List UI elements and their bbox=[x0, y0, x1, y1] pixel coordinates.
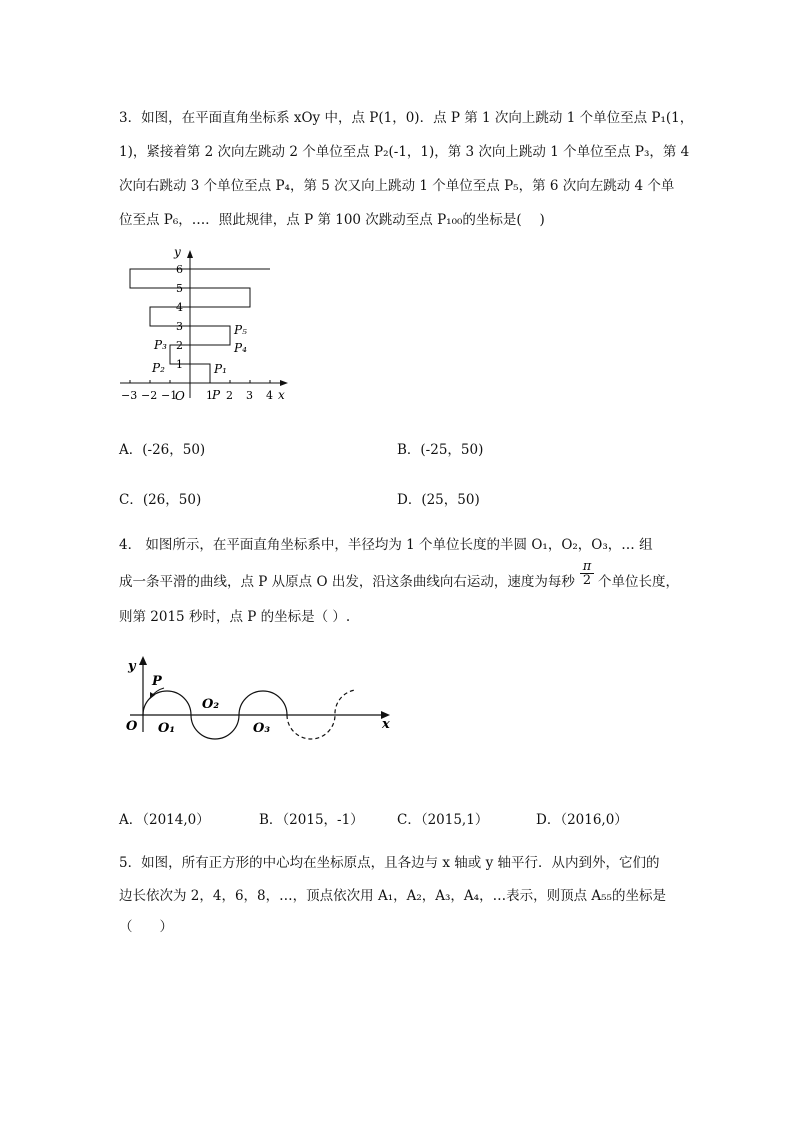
q3-origin-label: O bbox=[175, 389, 185, 403]
q3-label-p1: P₁ bbox=[214, 362, 227, 376]
q4-option-c[interactable]: C．（2015,1） bbox=[397, 812, 489, 828]
q3-spiral-figure bbox=[112, 240, 302, 410]
q4-line-1: 4． 如图所示，在平面直角坐标系中，半径均为 1 个单位长度的半圆 O₁，O₂，O₃，… 组 bbox=[119, 537, 653, 553]
q4-fraction-denominator: 2 bbox=[582, 573, 592, 588]
q3-label-p2: P₂ bbox=[152, 361, 165, 375]
q3-line-4: 位至点 P₆，…．照此规律，点 P 第 100 次跳动至点 P₁₀₀的坐标是( ) bbox=[119, 212, 545, 228]
q4-x-label: x bbox=[382, 717, 390, 732]
q3-x-tick-neg1: −1 bbox=[161, 389, 178, 402]
q3-option-c[interactable]: C．(26，50) bbox=[119, 492, 202, 508]
q3-y-tick-3: 3 bbox=[176, 320, 183, 333]
q3-x-tick-neg3: −3 bbox=[121, 389, 138, 402]
q3-line-3: 次向右跳动 3 个单位至点 P₄，第 5 次又向上跳动 1 个单位至点 P₅，第 6 次向左跳动 4 个单 bbox=[119, 178, 675, 194]
q4-line-2-tail: 个单位长度， bbox=[598, 574, 679, 590]
q4-center-o2: O₂ bbox=[202, 697, 220, 712]
q3-line-1: 3．如图，在平面直角坐标系 xOy 中，点 P(1，0)．点 P 第 1 次向上跳动 1 个单位至点 P₁(1， bbox=[119, 110, 694, 126]
q4-line-2: 成一条平滑的曲线，点 P 从原点 O 出发，沿这条曲线向右运动，速度为每秒 bbox=[119, 574, 575, 590]
q3-option-d[interactable]: D．(25，50) bbox=[397, 492, 480, 508]
q4-y-label: y bbox=[128, 659, 136, 674]
q3-y-tick-1: 1 bbox=[176, 358, 183, 371]
q3-y-tick-4: 4 bbox=[176, 301, 183, 314]
q4-line-3: 则第 2015 秒时，点 P 的坐标是（ ）. bbox=[119, 609, 351, 625]
q4-option-b[interactable]: B．（2015，-1） bbox=[259, 812, 364, 828]
q3-x-tick-1: 1 bbox=[206, 389, 213, 402]
q4-fraction-numerator: π bbox=[580, 560, 594, 574]
q3-y-label: y bbox=[174, 245, 181, 259]
q3-label-p3: P₃ bbox=[154, 338, 167, 352]
q5-line-1: 5．如图，所有正方形的中心均在坐标原点，且各边与 x 轴或 y 轴平行．从内到外，它们的 bbox=[119, 855, 660, 871]
q3-label-p4: P₄ bbox=[234, 341, 247, 355]
q5-line-2: 边长依次为 2，4，6，8，…，顶点依次用 A₁，A₂，A₃，A₄，…表示，则顶点 A₅₅的坐标是 bbox=[119, 888, 666, 904]
q3-label-p: P bbox=[212, 388, 221, 402]
q3-x-tick-3: 3 bbox=[246, 389, 253, 402]
q3-option-a[interactable]: A．(-26，50) bbox=[119, 442, 206, 458]
q3-y-tick-6: 6 bbox=[176, 263, 183, 276]
q3-label-p5: P₅ bbox=[234, 323, 247, 337]
q4-option-a[interactable]: A．（2014,0） bbox=[119, 812, 210, 828]
q3-x-label: x bbox=[278, 388, 285, 402]
q4-point-p-label: P bbox=[152, 674, 162, 689]
q4-speed-fraction bbox=[580, 560, 594, 587]
q4-option-d[interactable]: D．（2016,0） bbox=[536, 812, 628, 828]
q3-line-2: 1)，紧接着第 2 次向左跳动 2 个单位至点 P₂(-1，1)，第 3 次向上跳动 1 个单位至点 P₃，第 4 bbox=[119, 144, 690, 160]
q3-x-tick-neg2: −2 bbox=[141, 389, 158, 402]
q3-x-tick-4: 4 bbox=[266, 389, 273, 402]
q3-x-tick-2: 2 bbox=[226, 389, 233, 402]
q4-origin-label: O bbox=[126, 719, 138, 734]
q4-semicircle-figure bbox=[112, 650, 402, 750]
q3-option-b[interactable]: B．(-25，50) bbox=[397, 442, 484, 458]
q3-y-tick-5: 5 bbox=[176, 282, 183, 295]
q4-center-o1: O₁ bbox=[158, 721, 176, 736]
q3-y-tick-2: 2 bbox=[176, 339, 183, 352]
q5-line-3: （ ） bbox=[119, 919, 173, 935]
q4-center-o3: O₃ bbox=[253, 721, 271, 736]
